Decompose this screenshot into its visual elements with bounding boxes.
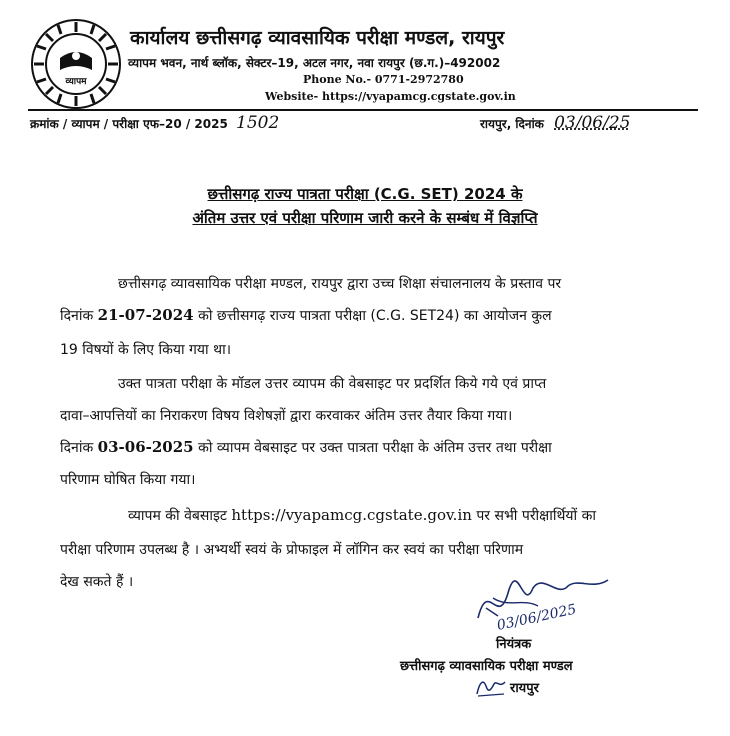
p1-line-3: 19 विषयों के लिए किया गया था। xyxy=(60,342,232,358)
office-website: Website- https://vyapamcg.cgstate.gov.in xyxy=(265,90,516,103)
website-link[interactable]: https://vyapamcg.cgstate.gov.in xyxy=(231,506,472,524)
header-divider xyxy=(28,109,698,111)
office-phone: Phone No.- 0771-2972780 xyxy=(303,73,464,86)
result-date: 03-06-2025 xyxy=(97,438,194,456)
event-date: 21-07-2024 xyxy=(97,306,194,324)
p3-line-2: परीक्षा परिणाम उपलब्ध है । अभ्यर्थी स्वयं के प्रोफाइल में लॉगिन कर स्वयं का परीक्षा परिणाम xyxy=(60,542,524,558)
date-label: रायपुर, दिनांक xyxy=(480,117,544,131)
p2-line-2: दावा–आपत्तियों का निराकरण विषय विशेषज्ञों द्वारा करवाकर अंतिम उत्तर तैयार किया गया। xyxy=(60,408,513,424)
office-title: कार्यालय छत्तीसगढ़ व्यावसायिक परीक्षा मण्डल, रायपुर xyxy=(130,27,505,49)
p1-line-1: छत्तीसगढ़ व्यावसायिक परीक्षा मण्डल, रायपुर द्वारा उच्च शिक्षा संचालनालय के प्रस्ताव पर xyxy=(118,276,562,292)
p3-line-3: देख सकते हैं । xyxy=(60,574,134,590)
signature-date: 03/06/2025 xyxy=(495,601,578,634)
office-address: व्यापम भवन, नार्थ ब्लॉक, सेक्टर–19, अटल नगर, नवा रायपुर (छ.ग.)–492002 xyxy=(128,56,501,70)
signatory-organization: छत्तीसगढ़ व्यावसायिक परीक्षा मण्डल xyxy=(400,659,573,674)
p2-line-3: दिनांक 03-06-2025 को व्यापम वेबसाइट पर उक्त पात्रता परीक्षा के अंतिम उत्तर तथा परीक्षा xyxy=(60,438,552,456)
p2-line-1: उक्त पात्रता परीक्षा के मॉडल उत्तर व्यापम की वेबसाइट पर प्रदर्शित किये गये एवं प्राप्त xyxy=(118,376,547,392)
signature-scribble xyxy=(468,568,628,638)
p3-line-1: व्यापम की वेबसाइट https://vyapamcg.cgstate.gov.in पर सभी परीक्षार्थियों का xyxy=(128,506,596,524)
reference-label: क्रमांक / व्यापम / परीक्षा एफ–20 / 2025 xyxy=(30,117,228,131)
handwritten-initials-mark xyxy=(474,676,508,698)
vyapam-logo xyxy=(30,18,122,110)
reference-handwritten-number: 1502 xyxy=(236,113,280,133)
p1-line-2: दिनांक 21-07-2024 को छत्तीसगढ़ राज्य पात्रता परीक्षा (C.G. SET24) का आयोजन कुल xyxy=(60,306,552,324)
reference-number xyxy=(30,113,279,133)
reference-date xyxy=(480,113,630,133)
subject-line-1: छत्तीसगढ़ राज्य पात्रता परीक्षा (C.G. SET) 2024 के xyxy=(207,185,523,203)
signatory-designation: नियंत्रक xyxy=(496,637,532,652)
p2-line-4: परिणाम घोषित किया गया। xyxy=(60,472,196,488)
signatory-city: रायपुर xyxy=(510,681,539,696)
date-handwritten: 03/06/25 xyxy=(554,113,631,133)
logo-text: व्यापम xyxy=(65,77,87,87)
subject-line-2: अंतिम उत्तर एवं परीक्षा परिणाम जारी करने के सम्बंध में विज्ञप्ति xyxy=(192,209,538,227)
